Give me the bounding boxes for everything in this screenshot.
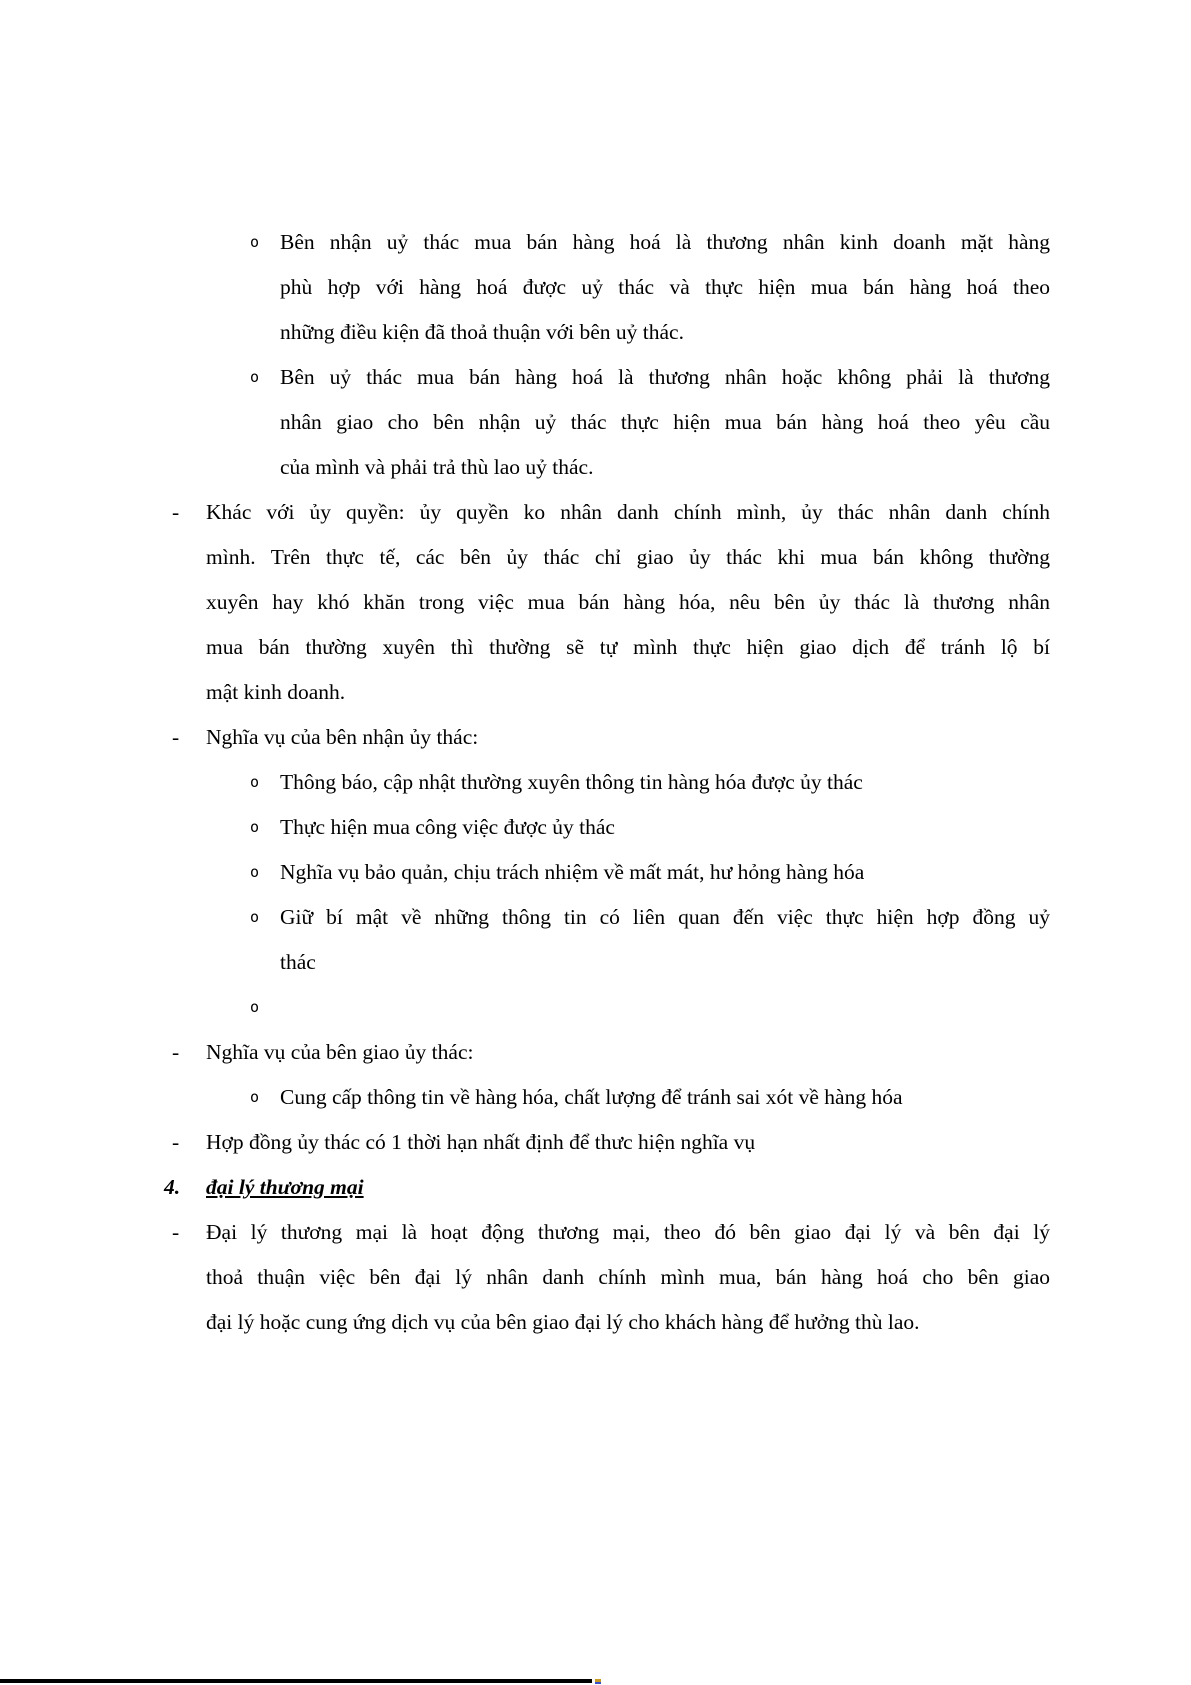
list-item	[0, 895, 1191, 985]
document-content	[0, 220, 1191, 1345]
dash-bullet-marker: -	[172, 1040, 180, 1064]
list-item-text	[206, 1120, 1050, 1165]
text-line: của mình và phải trả thù lao uỷ thác.	[280, 455, 594, 479]
dash-bullet-marker: -	[172, 725, 180, 749]
circle-bullet-marker: o	[250, 233, 260, 251]
text-line: Cung cấp thông tin về hàng hóa, chất lượng để tránh sai xót về hàng hóa	[280, 1085, 903, 1109]
list-item	[0, 760, 1191, 805]
text-line: đại lý thương mại	[206, 1175, 364, 1199]
text-line: thoả thuận việc bên đại lý nhân danh chính mình mua, bán hàng hoá cho bên giao	[206, 1265, 1050, 1289]
circle-bullet-marker: o	[250, 908, 260, 926]
list-item-text	[280, 760, 1050, 805]
list-item	[0, 490, 1191, 715]
dash-bullet-marker: -	[172, 1130, 180, 1154]
section-heading	[0, 1165, 1191, 1210]
list-item	[0, 985, 1191, 1030]
page-bottom-rule	[0, 1679, 592, 1683]
text-line	[280, 985, 1050, 1030]
heading-text	[206, 1165, 1050, 1210]
text-line: đại lý hoặc cung ứng dịch vụ của bên giao đại lý cho khách hàng để hưởng thù lao.	[206, 1310, 920, 1334]
text-line: thác	[280, 950, 316, 974]
list-item	[0, 1075, 1191, 1120]
text-line: những điều kiện đã thoả thuận với bên uỷ thác.	[280, 320, 684, 344]
text-line: Thực hiện mua công việc được ủy thác	[280, 815, 615, 839]
text-line: nhân giao cho bên nhận uỷ thác thực hiện mua bán hàng hoá theo yêu cầu	[280, 410, 1050, 434]
text-line: Khác với ủy quyền: ủy quyền ko nhân danh chính mình, ủy thác nhân danh chính	[206, 500, 1050, 524]
circle-bullet-marker: o	[250, 998, 260, 1016]
dash-bullet-marker: -	[172, 1220, 180, 1244]
list-item-text	[280, 985, 1050, 1030]
list-item-text	[280, 1075, 1050, 1120]
list-item-text	[206, 1030, 1050, 1075]
footer-artifact-dot	[595, 1679, 601, 1684]
list-item-text	[280, 355, 1050, 490]
text-line: Nghĩa vụ bảo quản, chịu trách nhiệm về mất mát, hư hỏng hàng hóa	[280, 860, 865, 884]
circle-bullet-marker: o	[250, 773, 260, 791]
list-item	[0, 805, 1191, 850]
list-item-text	[280, 220, 1050, 355]
list-item	[0, 1030, 1191, 1075]
circle-bullet-marker: o	[250, 368, 260, 386]
text-line: mua bán thường xuyên thì thường sẽ tự mình thực hiện giao dịch để tránh lộ bí	[206, 635, 1050, 659]
list-item	[0, 220, 1191, 355]
text-line: Hợp đồng ủy thác có 1 thời hạn nhất định để thưc hiện nghĩa vụ	[206, 1130, 756, 1154]
list-item-text	[206, 715, 1050, 760]
text-line: Thông báo, cập nhật thường xuyên thông tin hàng hóa được ủy thác	[280, 770, 863, 794]
circle-bullet-marker: o	[250, 818, 260, 836]
text-line: Đại lý thương mại là hoạt động thương mại, theo đó bên giao đại lý và bên đại lý	[206, 1220, 1050, 1244]
text-line: Nghĩa vụ của bên giao ủy thác:	[206, 1040, 474, 1064]
list-item	[0, 850, 1191, 895]
text-line: Bên nhận uỷ thác mua bán hàng hoá là thương nhân kinh doanh mặt hàng	[280, 230, 1050, 254]
list-item	[0, 1210, 1191, 1345]
text-line: phù hợp với hàng hoá được uỷ thác và thực hiện mua bán hàng hoá theo	[280, 275, 1050, 299]
text-line: mật kinh doanh.	[206, 680, 346, 704]
list-item-text	[206, 490, 1050, 715]
text-line: xuyên hay khó khăn trong việc mua bán hàng hóa, nêu bên ủy thác là thương nhân	[206, 590, 1050, 614]
text-line: Bên uỷ thác mua bán hàng hoá là thương nhân hoặc không phải là thương	[280, 365, 1050, 389]
list-item-text	[280, 850, 1050, 895]
list-item-text	[280, 895, 1050, 985]
text-line: Giữ bí mật về những thông tin có liên quan đến việc thực hiện hợp đồng uỷ	[280, 905, 1050, 929]
list-item	[0, 355, 1191, 490]
list-item-text	[206, 1210, 1050, 1345]
list-item-text	[280, 805, 1050, 850]
circle-bullet-marker: o	[250, 863, 260, 881]
footer-artifact-dot-bottom	[595, 1682, 601, 1685]
text-line: mình. Trên thực tế, các bên ủy thác chỉ giao ủy thác khi mua bán không thường	[206, 545, 1050, 569]
dash-bullet-marker: -	[172, 500, 180, 524]
list-item	[0, 1120, 1191, 1165]
list-item	[0, 715, 1191, 760]
text-line: Nghĩa vụ của bên nhận ủy thác:	[206, 725, 479, 749]
heading-number: 4.	[164, 1175, 181, 1199]
circle-bullet-marker: o	[250, 1088, 260, 1106]
